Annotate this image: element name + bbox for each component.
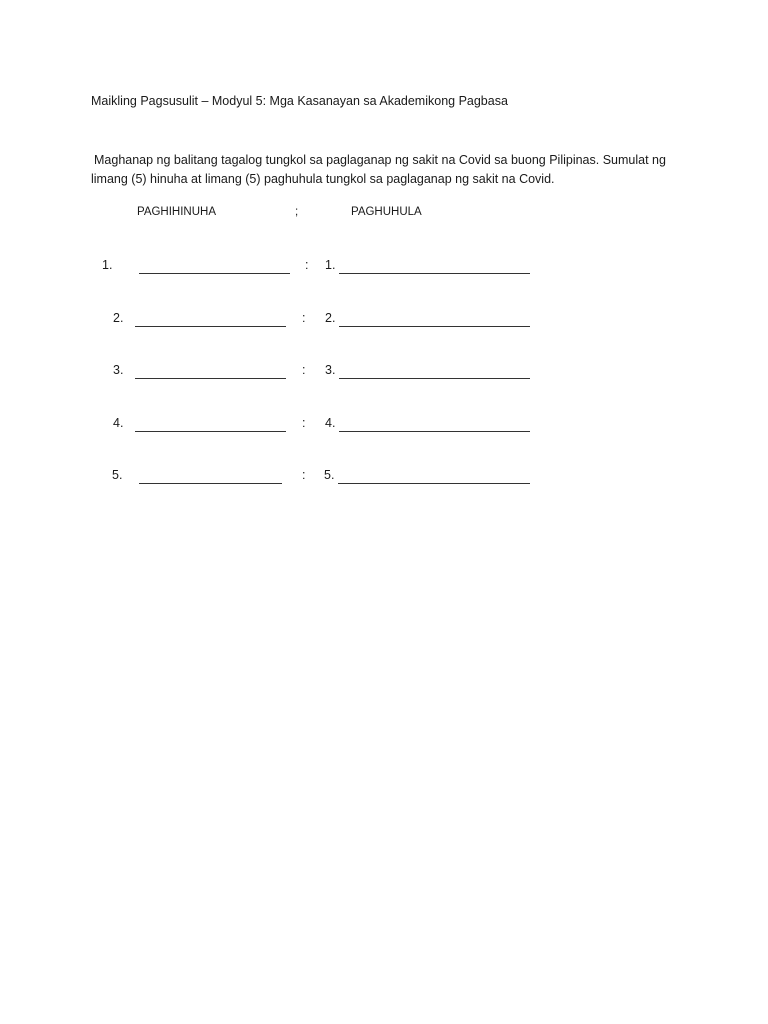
answer-row [0, 258, 768, 278]
header-separator: ; [295, 206, 299, 218]
instructions [91, 151, 701, 189]
instructions-line-2: limang (5) hinuha at limang (5) paghuhula tungkol sa paglaganap ng sakit na Covid. [91, 172, 555, 186]
row-separator: : [302, 468, 306, 482]
row-number-right: 1. [325, 258, 336, 272]
row-number-left: 4. [113, 416, 124, 430]
row-separator: : [302, 363, 306, 377]
answer-blank-hinuha[interactable] [135, 431, 286, 432]
answer-blank-hinuha[interactable] [135, 378, 286, 379]
row-number-left: 5. [112, 468, 123, 482]
row-number-right: 3. [325, 363, 336, 377]
row-number-left: 3. [113, 363, 124, 377]
header-paghihinuha: PAGHIHINUHA [137, 206, 217, 218]
row-separator: : [302, 416, 306, 430]
row-separator: : [302, 311, 306, 325]
row-separator: : [305, 258, 309, 272]
answer-row [0, 363, 768, 383]
answer-row [0, 468, 768, 488]
row-number-right: 5. [324, 468, 335, 482]
instructions-line-1: Maghanap ng balitang tagalog tungkol sa paglaganap ng sakit na Covid sa buong Pilipinas. Sumulat ng [94, 153, 666, 167]
answer-row [0, 416, 768, 436]
answer-row [0, 311, 768, 331]
answer-blank-hula[interactable] [339, 431, 530, 432]
header-paghuhula: PAGHUHULA [351, 206, 422, 218]
document-title: Maikling Pagsusulit – Modyul 5: Mga Kasanayan sa Akademikong Pagbasa [91, 94, 508, 108]
answer-blank-hinuha[interactable] [139, 273, 290, 274]
answer-blank-hula[interactable] [339, 273, 530, 274]
row-number-left: 2. [113, 311, 124, 325]
answer-blank-hinuha[interactable] [139, 483, 282, 484]
answer-blank-hula[interactable] [338, 483, 530, 484]
row-number-right: 4. [325, 416, 336, 430]
answer-blank-hula[interactable] [339, 378, 530, 379]
answer-blank-hinuha[interactable] [135, 326, 286, 327]
row-number-right: 2. [325, 311, 336, 325]
answer-blank-hula[interactable] [339, 326, 530, 327]
row-number-left: 1. [102, 258, 113, 272]
